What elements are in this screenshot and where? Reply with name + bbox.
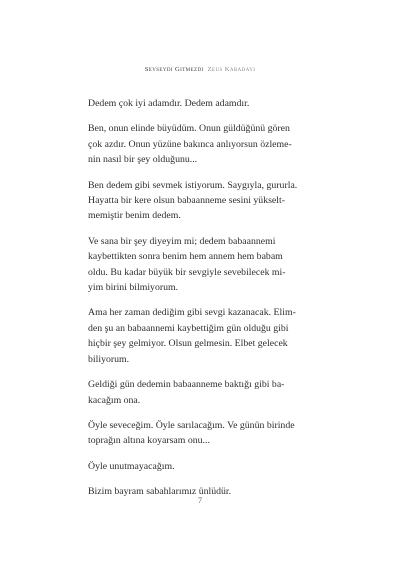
paragraph-6 bbox=[88, 377, 312, 408]
text-line: oldu. Bu kadar büyük bir sevgiyle sevebilecek mi- bbox=[88, 266, 286, 278]
text-line: Dedem çok iyi adamdır. Dedem adamdır. bbox=[88, 98, 250, 109]
text-line: kaybettikten sonra benim hem annem hem babam bbox=[88, 251, 283, 263]
text-line: Ama her zaman dediğim gibi sevgi kazanacak. Elim- bbox=[88, 307, 296, 319]
paragraph-3 bbox=[88, 178, 312, 224]
running-header bbox=[0, 66, 400, 73]
text-line: kacağım ona. bbox=[88, 394, 141, 406]
text-line: Öyle unutmayacağım. bbox=[88, 460, 175, 472]
paragraph-7 bbox=[88, 418, 312, 449]
text-line: Ben, onun elinde büyüdüm. Onun güldüğünü gören bbox=[88, 123, 290, 135]
text-line: den şu an babaannemi kaybettiğim gün olduğu gibi bbox=[88, 322, 289, 334]
author-name: Zeus Kabadayı bbox=[207, 66, 256, 73]
paragraph-8 bbox=[88, 459, 312, 474]
paragraph-2 bbox=[88, 121, 312, 167]
paragraph-5 bbox=[88, 305, 312, 367]
text-line: yim birini bilmiyorum. bbox=[88, 282, 179, 294]
text-line: Ve sana bir şey diyeyim mi; dedem babaannemi bbox=[88, 235, 276, 247]
paragraph-4 bbox=[88, 234, 312, 296]
paragraph-1 bbox=[88, 96, 312, 111]
text-line: Ben dedem gibi sevmek istiyorum. Saygıyla, gururla. bbox=[88, 179, 298, 191]
page-number: 7 bbox=[198, 496, 202, 505]
text-line: çok azdır. Onun yüzüne bakınca anlıyorsun özleme- bbox=[88, 138, 292, 150]
text-line: nin nasıl bir şey olduğunu... bbox=[88, 154, 198, 166]
text-line: Geldiği gün dedemin babaanneme baktığı gibi ba- bbox=[88, 379, 285, 391]
text-line: Öyle seveceğim. Öyle sarılacağım. Ve günün birinde bbox=[88, 419, 295, 431]
text-line: biliyorum. bbox=[88, 353, 130, 365]
text-line: toprağın altına koyarsam onu... bbox=[88, 435, 210, 447]
text-line: hiçbir şey gelmiyor. Olsun gelmesin. Elbet gelecek bbox=[88, 338, 288, 350]
text-line: Bizim bayram sabahlarımız ünlüdür. bbox=[88, 486, 232, 498]
text-line: Hayatta bir kere olsun babaanneme sesini yükselt- bbox=[88, 195, 285, 207]
book-title: Sevseydi Gitmezdi bbox=[144, 66, 204, 73]
text-line: memiştir benim dedem. bbox=[88, 210, 181, 222]
body-text bbox=[88, 96, 312, 510]
